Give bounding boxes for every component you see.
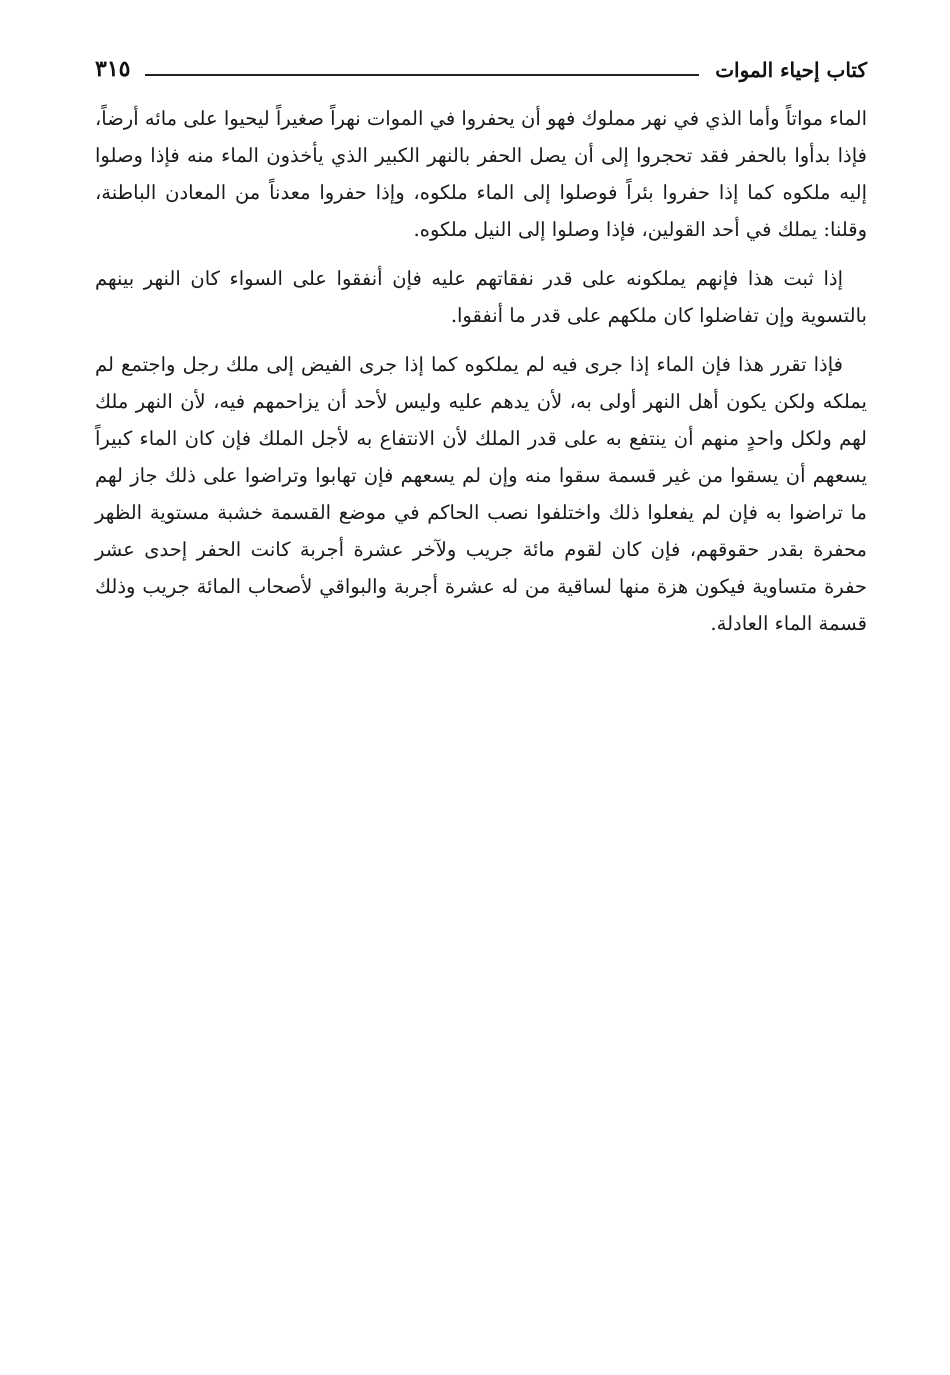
header-rule	[145, 74, 699, 76]
paragraph-1: الماء مواتاً وأما الذي في نهر مملوك فهو أن يحفروا في الموات نهراً صغيراً ليحيوا على مائه أرضاً، فإذا بدأوا بالحفر فقد تحجروا إلى أن يصل الحفر بالنهر الكبير الذي يأخذون الماء منه فإذا وصلوا إليه ملكوه كما إذا حفروا بئراً فوصلوا إلى الماء ملكوه، وإذا حفروا معدناً من المعادن الباطنة، وقلنا: يملك في أحد القولين، فإذا وصلوا إلى النيل ملكوه.	[95, 107, 867, 241]
page-number: ٣١٥	[95, 56, 131, 82]
paragraph-3: فإذا تقرر هذا فإن الماء إذا جرى فيه لم يملكوه كما إذا جرى الفيض إلى ملك رجل واجتمع لم يملكه ولكن يكون أهل النهر أولى به، لأن يدهم عليه وليس لأحد أن يزاحمهم فيه، لأن النهر ملك لهم ولكل واحدٍ منهم أن ينتفع به على قدر الملك لأن الانتفاع به لأجل الملك فإن كان الماء كبيراً يسعهم أن يسقوا من غير قسمة سقوا منه وإن لم يسعهم فإن تهابوا وتراضوا على ذلك جاز لهم ما تراضوا به فإن لم يفعلوا ذلك واختلفوا نصب الحاكم في موضع القسمة خشبة مستوية الظهر محفرة بقدر حقوقهم، فإن كان لقوم مائة جريب ولآخر عشرة أجربة كانت الحفر إحدى عشر حفرة متساوية فيكون هزة منها لساقية من له عشرة أجربة والبواقي لأصحاب المائة جريب وذلك قسمة الماء العادلة.	[95, 353, 867, 635]
body-text	[95, 100, 867, 654]
page-header	[95, 52, 867, 92]
paragraph-2: إذا ثبت هذا فإنهم يملكونه على قدر نفقاتهم عليه فإن أنفقوا على السواء كان النهر بينهم بالتسوية وإن تفاضلوا كان ملكهم على قدر ما أنفقوا.	[95, 267, 867, 327]
running-title: كتاب إحياء الموات	[715, 58, 867, 82]
